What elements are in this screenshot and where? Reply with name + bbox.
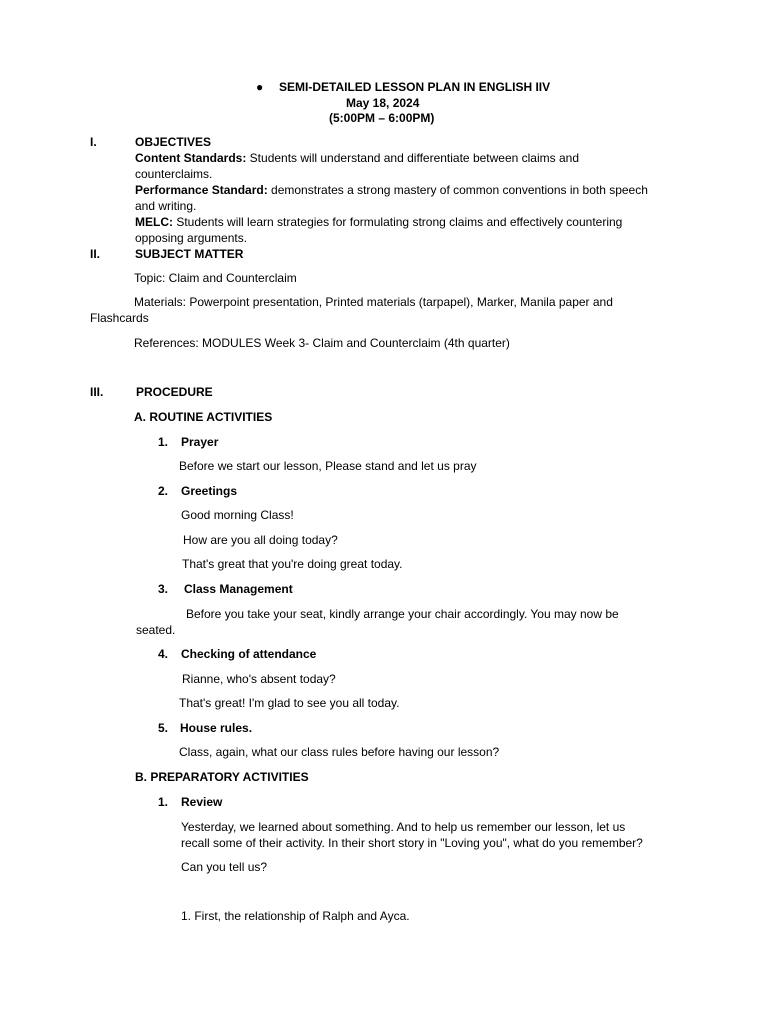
content-standards — [135, 150, 579, 166]
content-standards-text: Students will understand and differentiate between claims and — [246, 151, 579, 165]
review-question: Can you tell us? — [181, 860, 268, 874]
review-heading: Review — [181, 795, 223, 809]
prayer-heading: Prayer — [181, 435, 219, 449]
performance-standard-text: demonstrates a strong mastery of common conventions in both speech — [267, 183, 648, 197]
subject-matter-heading: SUBJECT MATTER — [135, 247, 244, 261]
greeting-line-2: How are you all doing today? — [183, 533, 338, 547]
review-answer: 1. First, the relationship of Ralph and Ayca. — [181, 909, 410, 923]
procedure-numeral: III. — [90, 385, 104, 399]
performance-standard-text-cont: and writing. — [135, 199, 197, 213]
materials-line-cont: Flashcards — [90, 311, 149, 325]
attendance-line-2: That's great! I'm glad to see you all today. — [179, 696, 400, 710]
document-time: (5:00PM – 6:00PM) — [329, 111, 435, 125]
attendance-heading: Checking of attendance — [181, 647, 317, 661]
house-rules-number: 5. — [158, 721, 169, 735]
melc-label: MELC: — [135, 215, 173, 229]
materials-line: Materials: Powerpoint presentation, Printed materials (tarpapel), Marker, Manila paper and — [134, 295, 613, 309]
review-line-1: Yesterday, we learned about something. And to help us remember our lesson, let us — [181, 820, 626, 834]
class-management-text: Before you take your seat, kindly arrange your chair accordingly. You may now be — [186, 607, 619, 621]
attendance-number: 4. — [158, 647, 169, 661]
greetings-number: 2. — [158, 484, 169, 498]
melc — [135, 214, 622, 230]
performance-standard — [135, 182, 648, 198]
title-bullet: ● — [256, 80, 264, 94]
objectives-heading: OBJECTIVES — [135, 135, 212, 149]
prayer-number: 1. — [158, 435, 169, 449]
greeting-line-1: Good morning Class! — [181, 508, 294, 522]
subject-matter-numeral: II. — [90, 247, 101, 261]
review-number: 1. — [158, 795, 169, 809]
class-management-heading: Class Management — [184, 582, 293, 596]
prayer-text: Before we start our lesson, Please stand and let us pray — [179, 459, 477, 473]
class-management-number: 3. — [158, 582, 169, 596]
review-line-2: recall some of their activity. In their short story in "Loving you", what do you remember? — [181, 836, 643, 850]
greeting-line-3: That's great that you're doing great today. — [182, 557, 403, 571]
procedure-heading: PROCEDURE — [136, 385, 213, 399]
attendance-line-1: Rianne, who's absent today? — [182, 672, 336, 686]
preparatory-activities-heading: B. PREPARATORY ACTIVITIES — [135, 770, 309, 784]
content-standards-text-cont: counterclaims. — [135, 167, 213, 181]
greetings-heading: Greetings — [181, 484, 238, 498]
melc-text: Students will learn strategies for formulating strong claims and effectively countering — [173, 215, 623, 229]
house-rules-heading: House rules. — [180, 721, 253, 735]
routine-activities-heading: A. ROUTINE ACTIVITIES — [134, 410, 273, 424]
objectives-numeral: I. — [90, 135, 97, 149]
references-line: References: MODULES Week 3- Claim and Counterclaim (4th quarter) — [134, 336, 510, 350]
melc-text-cont: opposing arguments. — [135, 231, 248, 245]
performance-standard-label: Performance Standard: — [135, 183, 268, 197]
class-management-text-cont: seated. — [136, 623, 176, 637]
document-date: May 18, 2024 — [346, 96, 420, 110]
document-title: SEMI-DETAILED LESSON PLAN IN ENGLISH IIV — [279, 80, 551, 94]
topic-line: Topic: Claim and Counterclaim — [134, 271, 297, 285]
content-standards-label: Content Standards: — [135, 151, 247, 165]
house-rules-text: Class, again, what our class rules before having our lesson? — [179, 745, 500, 759]
